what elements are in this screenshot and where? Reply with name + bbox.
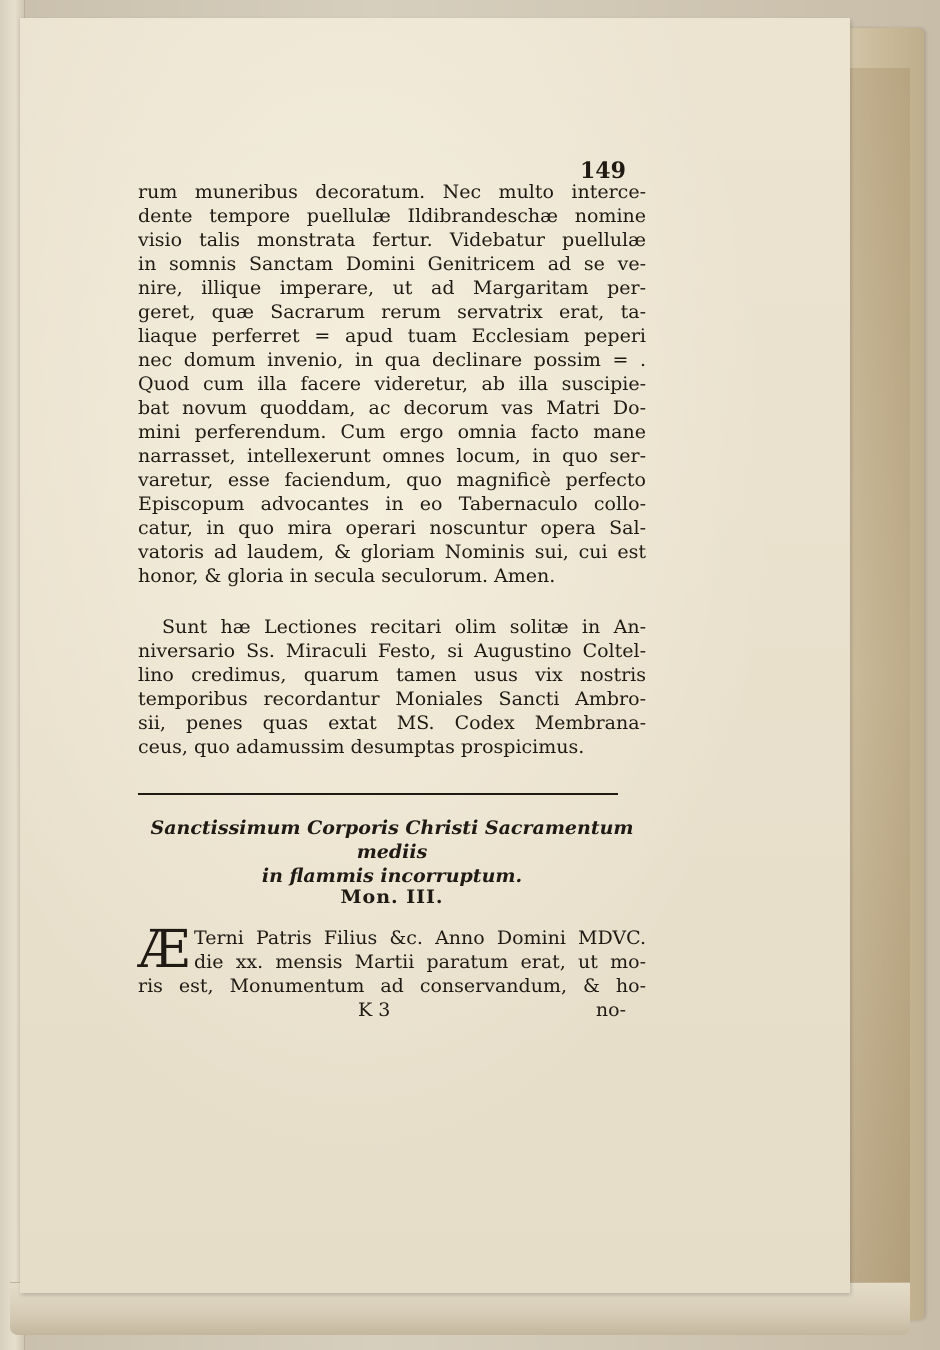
page-footer (138, 998, 646, 1022)
text-line: rum muneribus decoratum. Nec multo interce- (138, 181, 646, 203)
text-line: liaque perferret = apud tuam Ecclesiam peperi (138, 325, 646, 347)
text-line: vatoris ad laudem, & gloriam Nominis sui, cui est (138, 541, 646, 563)
page-stain (850, 68, 910, 1288)
book-page (20, 18, 850, 1293)
text-line: nire, illique imperare, ut ad Margaritam per- (138, 277, 646, 299)
section-heading-line-2: in flammis incorruptum. (261, 865, 523, 887)
text-line: temporibus recordantur Moniales Sancti Ambro- (138, 688, 646, 710)
text-line: Quod cum illa facere videretur, ab illa suscipie- (138, 373, 646, 395)
section-rule (138, 793, 618, 795)
page-number: 149 (580, 158, 626, 184)
text-line: nec domum invenio, in qua declinare possim = . (138, 349, 646, 371)
monument-label: Mon. III. (340, 886, 444, 908)
paragraph-2 (138, 615, 646, 759)
section-heading (138, 816, 646, 888)
signature-mark: K 3 (358, 999, 391, 1021)
text-line: visio talis monstrata fertur. Videbatur puellulæ (138, 229, 646, 251)
text-line: narrasset, intellexerunt omnes locum, in quo ser- (138, 445, 646, 467)
text-line: in somnis Sanctam Domini Genitricem ad se ve- (138, 253, 646, 275)
text-line: lino credimus, quarum tamen usus vix nostris (138, 664, 646, 686)
paragraph-1 (138, 180, 646, 588)
text-line: Sunt hæ Lectiones recitari olim solitæ in An- (162, 616, 646, 638)
text-line: dente tempore puellulæ Ildibrandeschæ nomine (138, 205, 646, 227)
text-line: geret, quæ Sacrarum rerum servatrix erat, ta- (138, 301, 646, 323)
catchword: no- (595, 999, 626, 1021)
text-line: mini perferendum. Cum ergo omnia facto mane (138, 421, 646, 443)
text-line: honor, & gloria in secula seculorum. Amen. (138, 565, 556, 587)
text-line: ceus, quo adamussim desumptas prospicimus. (138, 736, 585, 758)
text-line: Terni Patris Filius &c. Anno Domini MDVC. (194, 927, 646, 949)
text-line: ris est, Monumentum ad conservandum, & ho- (138, 975, 646, 997)
paragraph-3 (138, 920, 646, 998)
section-heading-line-1: Sanctissimum Corporis Christi Sacramentum mediis (150, 817, 634, 863)
text-line: sii, penes quas extat MS. Codex Membrana- (138, 712, 646, 734)
text-line: varetur, esse faciendum, quo magnificè perfecto (138, 469, 646, 491)
text-line: catur, in quo mira operari noscuntur opera Sal- (138, 517, 646, 539)
text-line: niversario Ss. Miraculi Festo, si Augustino Coltel- (138, 640, 646, 662)
text-line: die xx. mensis Martii paratum erat, ut mo- (194, 951, 646, 973)
drop-cap: Æ (138, 920, 191, 980)
text-line: bat novum quoddam, ac decorum vas Matri Do- (138, 397, 646, 419)
text-line: Episcopum advocantes in eo Tabernaculo collo- (138, 493, 646, 515)
